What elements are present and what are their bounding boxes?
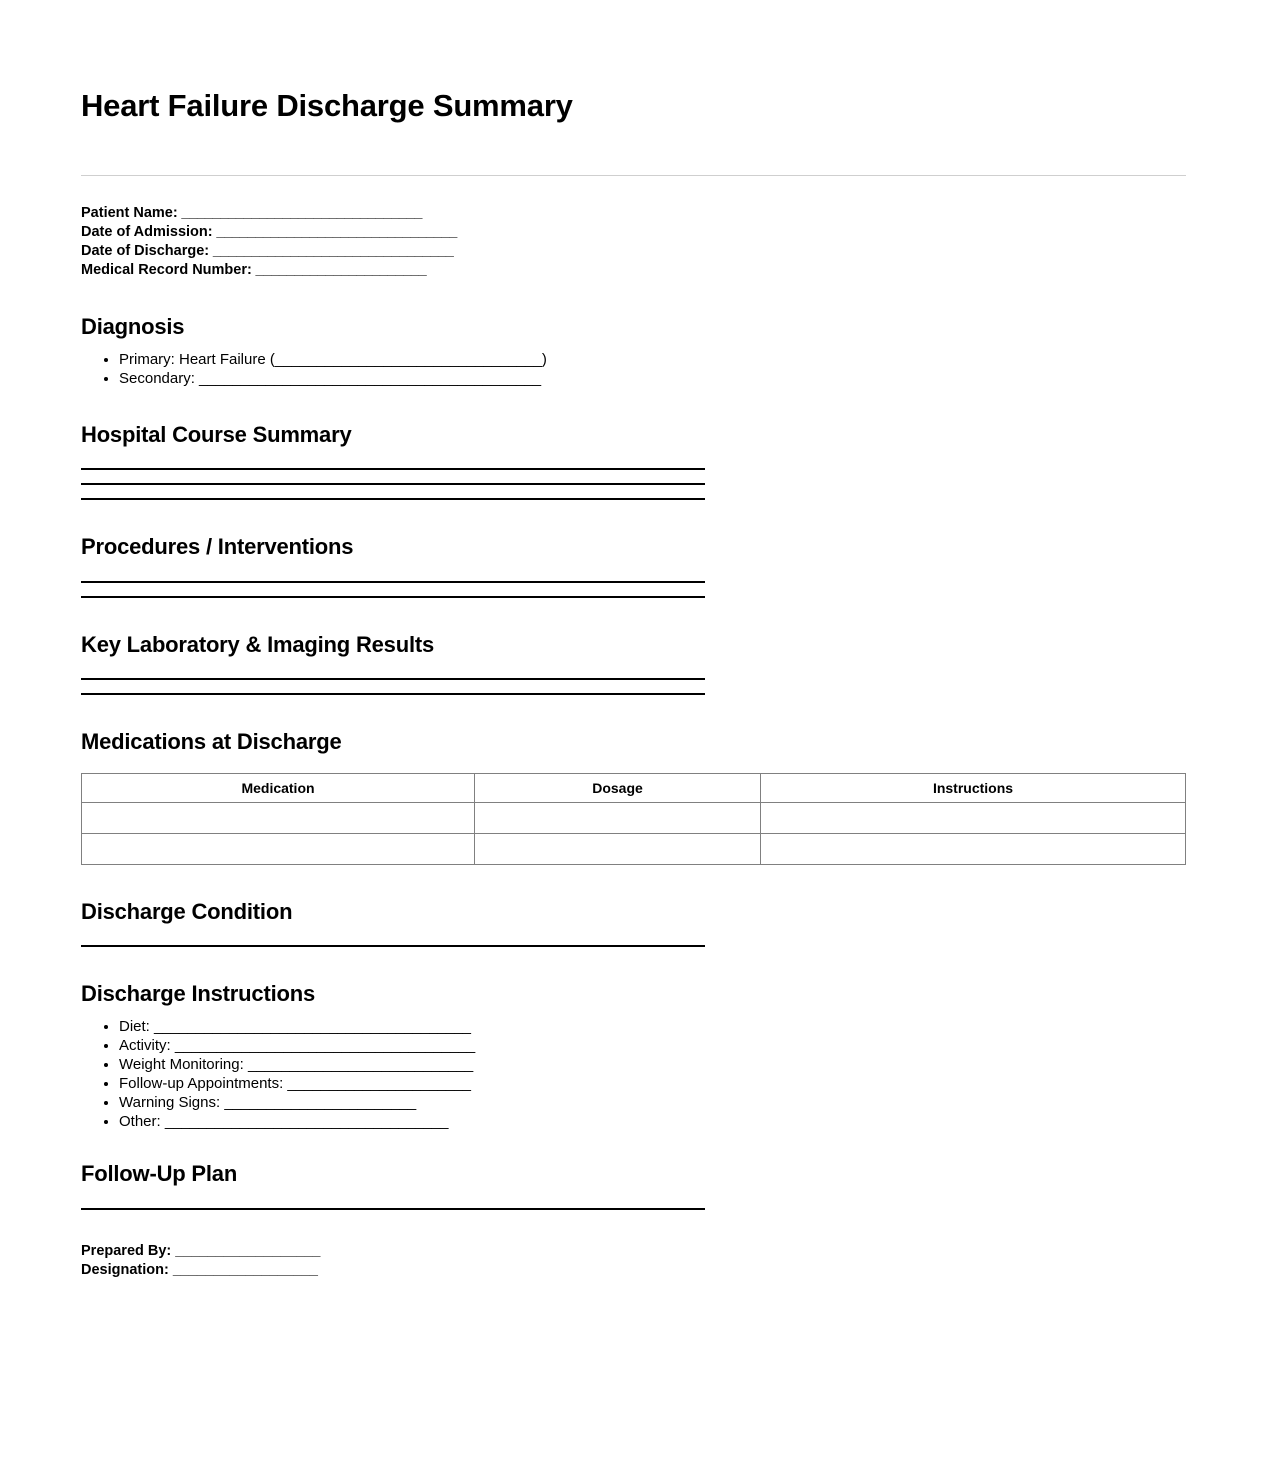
section-heading-procedures: Procedures / Interventions bbox=[81, 534, 354, 560]
designation-label: Designation: bbox=[81, 1261, 169, 1278]
date-of-admission-field[interactable]: _______________________________ bbox=[212, 223, 458, 240]
labs-imaging-write-lines bbox=[81, 678, 1185, 695]
table-row bbox=[82, 802, 1186, 833]
list-item-diet[interactable]: • Diet: ______________________________________ bbox=[119, 1017, 1185, 1036]
medications-table bbox=[81, 773, 1186, 865]
list-item-weight-monitoring[interactable]: • Weight Monitoring: ___________________________ bbox=[119, 1055, 1185, 1074]
prepared-by-field[interactable]: __________________ bbox=[171, 1242, 321, 1259]
cell-instructions[interactable] bbox=[761, 833, 1186, 864]
patient-name-field[interactable]: _______________________________ bbox=[177, 204, 423, 221]
section-heading-diagnosis: Diagnosis bbox=[81, 313, 185, 339]
prepared-by-row bbox=[81, 1242, 1185, 1261]
section-discharge-condition bbox=[81, 899, 1185, 947]
column-header-dosage: Dosage bbox=[475, 773, 761, 802]
hospital-course-write-lines bbox=[81, 468, 1185, 500]
section-heading-medications: Medications at Discharge bbox=[81, 729, 342, 755]
list-item-activity[interactable]: • Activity: ____________________________________ bbox=[119, 1036, 1185, 1055]
follow-up-plan-write-lines bbox=[81, 1208, 1185, 1210]
section-procedures bbox=[81, 534, 1185, 597]
signature-block bbox=[81, 1242, 1185, 1340]
discharge-instructions-list bbox=[81, 1017, 1185, 1131]
section-hospital-course bbox=[81, 422, 1185, 500]
list-item-follow-up-appointments[interactable]: • Follow-up Appointments: ______________________ bbox=[119, 1074, 1185, 1093]
write-line[interactable] bbox=[81, 693, 705, 695]
date-of-discharge-label: Date of Discharge: bbox=[81, 242, 210, 259]
section-heading-discharge-instructions: Discharge Instructions bbox=[81, 980, 315, 1006]
medical-record-number-label: Medical Record Number: bbox=[81, 261, 252, 278]
designation-row bbox=[81, 1261, 1185, 1280]
section-follow-up-plan bbox=[81, 1161, 1185, 1209]
section-heading-follow-up-plan: Follow-Up Plan bbox=[81, 1161, 238, 1187]
cell-instructions[interactable] bbox=[761, 802, 1186, 833]
cell-medication[interactable] bbox=[82, 833, 475, 864]
title-divider bbox=[81, 175, 1186, 176]
medical-record-number-field[interactable]: ______________________ bbox=[251, 261, 427, 278]
cell-dosage[interactable] bbox=[475, 802, 761, 833]
diagnosis-list bbox=[81, 350, 1185, 388]
column-header-medication: Medication bbox=[82, 773, 475, 802]
date-of-discharge-row bbox=[81, 242, 1185, 261]
list-item[interactable]: • Secondary: _________________________________________ bbox=[119, 369, 1185, 388]
medical-record-number-row bbox=[81, 261, 1185, 280]
discharge-condition-write-lines bbox=[81, 945, 1185, 947]
column-header-instructions: Instructions bbox=[761, 773, 1186, 802]
table-row bbox=[82, 833, 1186, 864]
cell-medication[interactable] bbox=[82, 802, 475, 833]
section-heading-discharge-condition: Discharge Condition bbox=[81, 898, 293, 924]
procedures-write-lines bbox=[81, 581, 1185, 598]
section-discharge-instructions bbox=[81, 981, 1185, 1131]
medications-table-head bbox=[82, 773, 1186, 802]
write-line[interactable] bbox=[81, 678, 705, 680]
section-diagnosis bbox=[81, 314, 1185, 388]
write-line[interactable] bbox=[81, 1208, 705, 1210]
date-of-admission-label: Date of Admission: bbox=[81, 223, 213, 240]
write-line[interactable] bbox=[81, 945, 705, 947]
table-header-row bbox=[82, 773, 1186, 802]
cell-dosage[interactable] bbox=[475, 833, 761, 864]
patient-name-row bbox=[81, 204, 1185, 223]
list-item-warning-signs[interactable]: • Warning Signs: _______________________ bbox=[119, 1093, 1185, 1112]
write-line[interactable] bbox=[81, 468, 705, 470]
section-heading-labs-imaging: Key Laboratory & Imaging Results bbox=[81, 631, 435, 657]
patient-name-label: Patient Name: bbox=[81, 204, 178, 221]
write-line[interactable] bbox=[81, 596, 705, 598]
write-line[interactable] bbox=[81, 498, 705, 500]
write-line[interactable] bbox=[81, 581, 705, 583]
designation-field[interactable]: __________________ bbox=[168, 1261, 318, 1278]
patient-info-block bbox=[81, 204, 1185, 280]
medications-table-body bbox=[82, 802, 1186, 864]
section-labs-imaging bbox=[81, 632, 1185, 695]
date-of-discharge-field[interactable]: _______________________________ bbox=[209, 242, 454, 259]
write-line[interactable] bbox=[81, 483, 705, 485]
date-of-admission-row bbox=[81, 223, 1185, 242]
section-medications bbox=[81, 729, 1185, 864]
prepared-by-label: Prepared By: bbox=[81, 1242, 172, 1259]
page-title: Heart Failure Discharge Summary bbox=[81, 88, 573, 123]
list-item-other[interactable]: • Other: __________________________________ bbox=[119, 1112, 1185, 1131]
list-item[interactable]: • Primary: Heart Failure (________________________________) bbox=[119, 350, 1185, 369]
section-heading-hospital-course: Hospital Course Summary bbox=[81, 422, 352, 448]
